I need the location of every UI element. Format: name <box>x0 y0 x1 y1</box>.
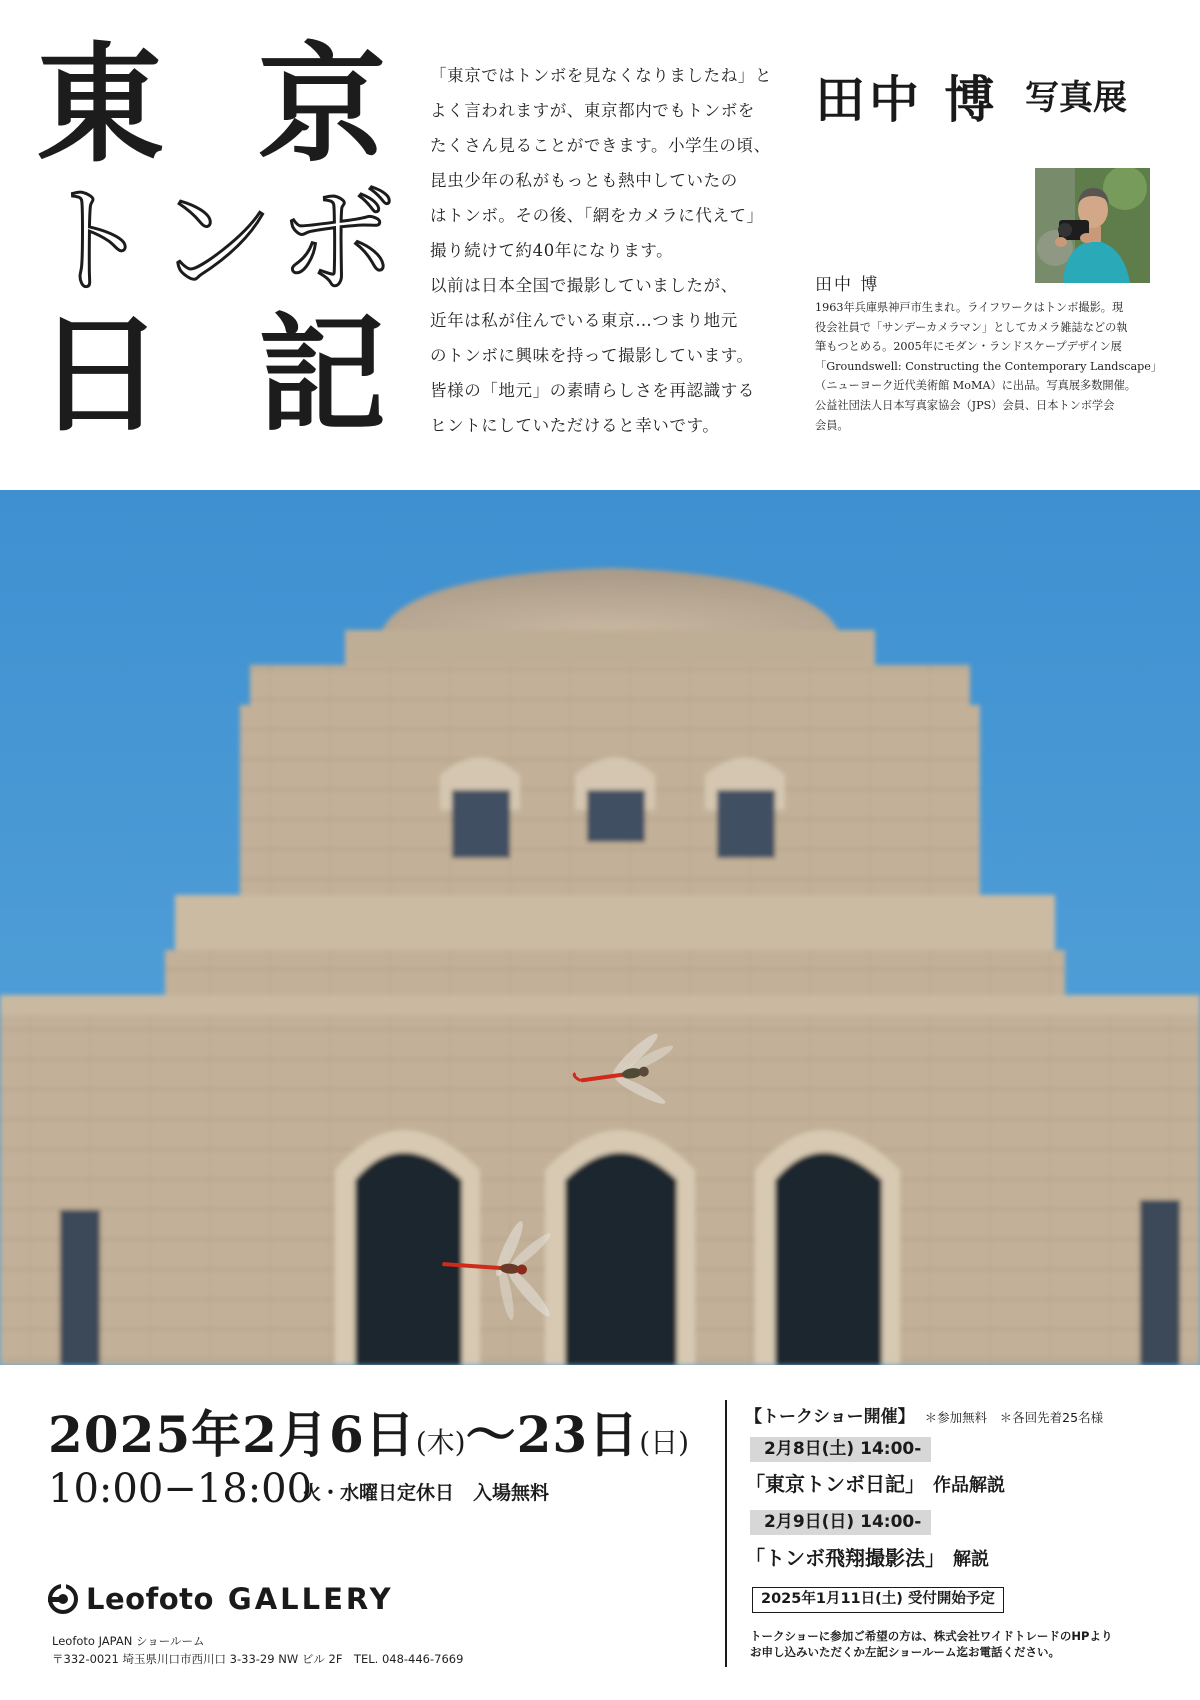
title-char-ki: 記 <box>258 301 387 450</box>
photographer-name: 田中 博 <box>815 71 999 129</box>
session-date: 2月8日(土) 14:00- <box>750 1437 931 1462</box>
date-start: 2025年2月6日 <box>48 1405 416 1464</box>
gallery-logo <box>48 1582 394 1616</box>
session-title <box>745 1468 1005 1497</box>
talkshow-heading: 【トークショー開催】 <box>745 1407 915 1427</box>
session-title <box>745 1542 989 1571</box>
bio-line: 公益社団法人日本写真家協会（JPS）会員、日本トンボ学会 <box>815 398 1115 412</box>
intro-line: ヒントにしていただけると幸いです。 <box>430 416 720 435</box>
title-char-kyo: 京 <box>258 31 387 180</box>
opening-hours: 10:00−18:00 <box>48 1466 313 1512</box>
closed-days: 火・水曜日定休日 入場無料 <box>302 1482 550 1504</box>
gallery-address: 〒332-0021 埼玉県川口市西川口 3-33-29 NW ビル 2F TEL. 048-446-7669 <box>52 1652 464 1666</box>
intro-line: のトンボに興味を持って撮影しています。 <box>430 346 754 365</box>
session-title-suffix: 作品解説 <box>933 1475 1005 1496</box>
photographer-portrait <box>1035 168 1150 283</box>
intro-line: 皆様の「地元」の素晴らしさを再認識する <box>430 381 755 400</box>
bio-line: 「Groundswell: Constructing the Contemporary Landscape」 <box>815 359 1163 373</box>
intro-line: 近年は私が住んでいる東京…つまり地元 <box>430 311 738 330</box>
intro-text <box>430 58 780 443</box>
exhibition-label: 写真展 <box>1025 78 1127 118</box>
section-divider <box>725 1400 727 1667</box>
bio-text <box>815 298 1163 435</box>
session-title-text: 「トンボ飛翔撮影法」 <box>745 1546 945 1570</box>
intro-line: はトンボ。その後、「網をカメラに代えて」 <box>430 206 764 225</box>
day-start: (木) <box>415 1426 466 1459</box>
title-char-nichi: 日 <box>36 301 165 450</box>
gallery-name: GALLERY <box>227 1582 394 1616</box>
talkshow-footer <box>750 1628 1112 1660</box>
session-date: 2月9日(日) 14:00- <box>750 1510 931 1535</box>
bio-line: 役会社員で「サンデーカメラマン」としてカメラ雑誌などの執 <box>815 320 1128 334</box>
registration-notice: 2025年1月11日(土) 受付開始予定 <box>752 1587 1004 1613</box>
talkshow-footer-line: トークショーに参加ご希望の方は、株式会社ワイドトレードのHPより <box>750 1629 1113 1643</box>
talkshow-note: ＊参加無料 ＊各回先着25名様 <box>924 1410 1104 1425</box>
date-end: 23日 <box>516 1405 640 1464</box>
talkshow-footer-line: お申し込みいただくか左記ショールーム迄お電話ください。 <box>750 1645 1061 1659</box>
gallery-brand: Leofoto <box>86 1582 214 1616</box>
bio-line: 会員。 <box>815 418 849 432</box>
showroom-label: Leofoto JAPAN ショールーム <box>52 1634 205 1648</box>
intro-line: よく言われますが、東京都内でもトンボを <box>430 101 755 120</box>
intro-line: 「東京ではトンボを見なくなりましたね」と <box>430 66 772 85</box>
intro-line: たくさん見ることができます。小学生の頃、 <box>430 136 771 155</box>
exhibition-dates <box>48 1395 689 1467</box>
date-separator: 〜 <box>465 1405 517 1464</box>
intro-line: 以前は日本全国で撮影していましたが、 <box>430 276 738 295</box>
session-title-text: 「東京トンボ日記」 <box>745 1472 925 1496</box>
bio-name: 田中 博 <box>815 275 880 295</box>
main-photograph <box>0 490 1200 1365</box>
leofoto-logo-icon <box>48 1584 78 1614</box>
bio-line: 1963年兵庫県神戸市生まれ。ライフワークはトンボ撮影。現 <box>815 301 1124 314</box>
day-end: (日) <box>639 1426 690 1459</box>
bio-line: 筆もつとめる。2005年にモダン・ランドスケープデザイン展 <box>815 340 1122 354</box>
bio-line: （ニューヨーク近代美術館 MoMA）に出品。写真展多数開催。 <box>815 379 1136 393</box>
title-char-to: 東 <box>36 31 165 180</box>
intro-line: 撮り続けて約40年になります。 <box>430 241 674 260</box>
session-title-suffix: 解説 <box>953 1549 989 1570</box>
intro-line: 昆虫少年の私がもっとも熱中していたの <box>430 171 738 190</box>
talkshow-header <box>745 1402 1103 1427</box>
title-tonbo: トンボ <box>34 172 401 310</box>
